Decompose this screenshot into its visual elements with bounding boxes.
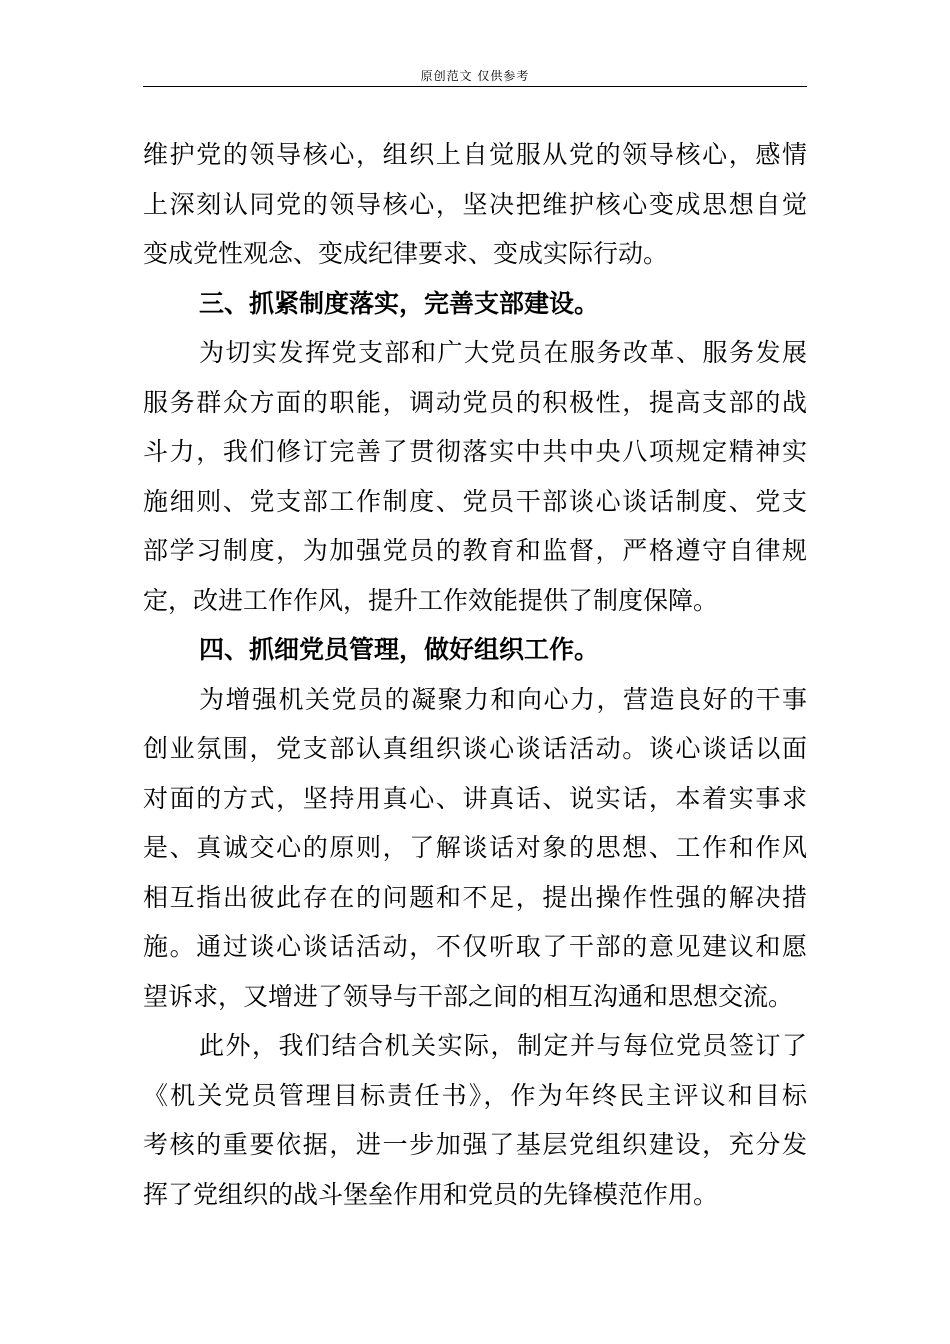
text-line: 望诉求，又增进了领导与干部之间的相互沟通和思想交流。 bbox=[143, 981, 794, 1011]
text-line: 此外，我们结合机关实际，制定并与每位党员签订了 bbox=[199, 1031, 807, 1060]
document-body bbox=[143, 130, 807, 1219]
paragraph-1 bbox=[143, 130, 807, 279]
header-divider bbox=[143, 86, 807, 87]
text-line: 为增强机关党员的凝聚力和向心力，营造良好的干事 bbox=[199, 684, 807, 714]
heading-text: 四、抓细党员管理，做好组织工作。 bbox=[199, 635, 600, 664]
text-line: 上深刻认同党的领导核心，坚决把维护核心变成思想自觉 bbox=[143, 189, 807, 219]
text-line: 为切实发挥党支部和广大党员在服务改革、服务发展 bbox=[199, 338, 807, 367]
text-line: 施。通过谈心谈话活动，不仅听取了干部的意见建议和愿 bbox=[143, 932, 807, 961]
text-line: 变成党性观念、变成纪律要求、变成实际行动。 bbox=[143, 239, 669, 268]
text-line: 考核的重要依据，进一步加强了基层党组织建设，充分发 bbox=[143, 1130, 807, 1159]
text-line: 服务群众方面的职能，调动党员的积极性，提高支部的战 bbox=[143, 387, 807, 417]
text-line: 相互指出彼此存在的问题和不足，提出操作性强的解决措 bbox=[143, 882, 807, 912]
page-header: 原创范文 仅供参考 bbox=[420, 69, 530, 83]
text-line: 定，改进工作作风，提升工作效能提供了制度保障。 bbox=[143, 585, 719, 615]
text-line: 施细则、党支部工作制度、党员干部谈心谈话制度、党支 bbox=[143, 486, 807, 516]
text-line: 创业氛围，党支部认真组织谈心谈话活动。谈心谈话以面 bbox=[143, 734, 807, 763]
text-line: 维护党的领导核心，组织上自觉服从党的领导核心，感情 bbox=[143, 140, 807, 169]
text-line: 挥了党组织的战斗堡垒作用和党员的先锋模范作用。 bbox=[143, 1179, 719, 1209]
text-line: 对面的方式，坚持用真心、讲真话、说实话，本着实事求 bbox=[143, 783, 807, 813]
paragraph-2 bbox=[143, 328, 807, 625]
text-line: 斗力，我们修订完善了贯彻落实中共中央八项规定精神实 bbox=[143, 437, 807, 466]
section-heading-4 bbox=[143, 625, 807, 675]
section-heading-3 bbox=[143, 279, 807, 329]
paragraph-4 bbox=[143, 1021, 807, 1219]
text-line: 是、真诚交心的原则，了解谈话对象的思想、工作和作风 bbox=[143, 833, 807, 862]
heading-text: 三、抓紧制度落实，完善支部建设。 bbox=[199, 288, 600, 318]
text-line: 《机关党员管理目标责任书》，作为年终民主评议和目标 bbox=[143, 1080, 807, 1110]
paragraph-3 bbox=[143, 675, 807, 1022]
text-line: 部学习制度，为加强党员的教育和监督，严格遵守自律规 bbox=[143, 536, 807, 565]
